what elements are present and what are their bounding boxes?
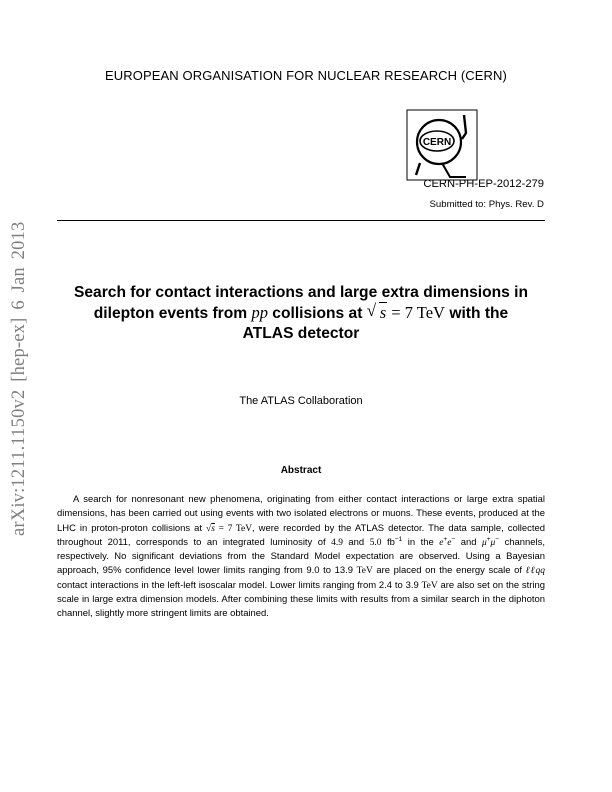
abstract-heading: Abstract: [280, 465, 322, 476]
submitted-to: Submitted to: Phys. Rev. D: [429, 199, 544, 210]
author-list: The ATLAS Collaboration: [239, 395, 363, 407]
arxiv-stamp: arXiv:1211.1150v2 [hep-ex] 6 Jan 2013: [9, 221, 29, 536]
report-number: CERN-PH-EP-2012-279: [423, 178, 544, 190]
organisation-header: EUROPEAN ORGANISATION FOR NUCLEAR RESEARCH (CERN): [105, 68, 507, 83]
title-line-1: Search for contact interactions and large extra dimensions in: [73, 284, 529, 301]
svg-text:CERN: CERN: [422, 137, 452, 148]
cern-logo: [406, 109, 478, 181]
paper-title: [57, 283, 545, 344]
abstract-text: A search for nonresonant new phenomena, originating from either contact interactions or large extra spatial dimensions, has been carried out using events with two isolated electrons or muons. These events, produced at the LHC in proton-proton collisions at √s = 7 TeV, were recorded by the ATLAS detector. The data sample, collected throughout 2011, corresponds to an integrated luminosity of 4.9 and 5.0 $fb^{-1}$ in the e+e− and μ+μ− channels, respectively. No significant deviations from the Standard Model expectation are observed. Using a Bayesian approach, 95% confidence level lower limits ranging from 9.0 to 13.9 TeV are placed on the energy scale of ℓℓqq contact interactions in the left-left isoscalar model. Lower limits ranging from 2.4 to 3.9 TeV are also set on the string scale in large extra dimension models. After combining these limits with results from a similar search in the diphoton channel, slightly more stringent limits are obtained.: [57, 494, 545, 620]
title-line-3: ATLAS detector: [242, 325, 360, 342]
header-rule: [57, 220, 545, 221]
title-line-2: dilepton events from pp collisions at √ s = 7 TeV with the: [93, 301, 509, 322]
